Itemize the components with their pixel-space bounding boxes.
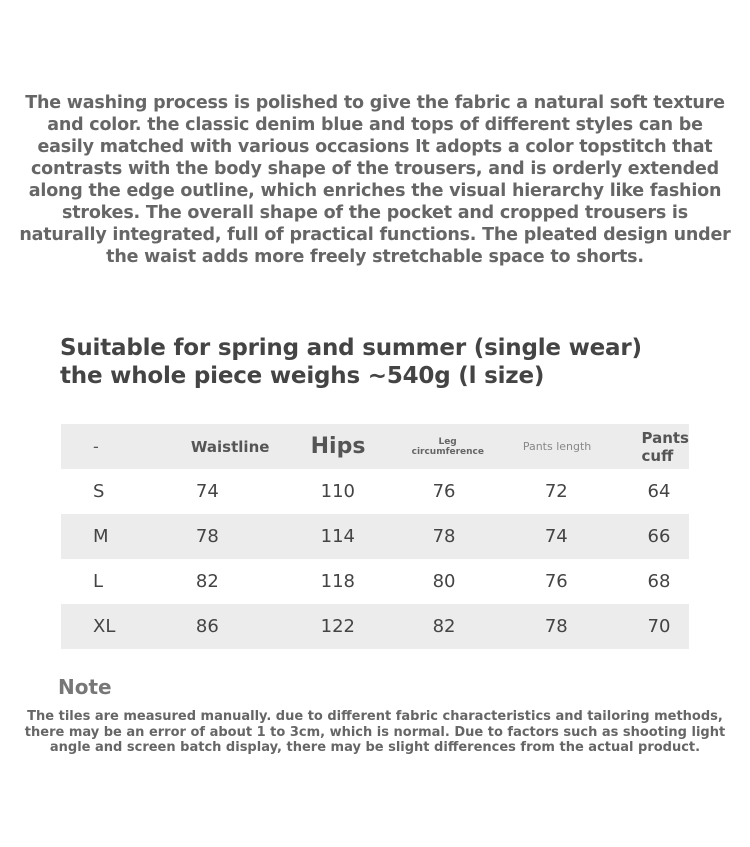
header-hips: Hips [310,434,366,459]
cell-length: 72 [544,481,568,502]
cell-hips: 110 [320,481,355,502]
cell-cuff: 68 [647,571,671,592]
cell-length: 76 [544,571,568,592]
table-header-row [61,424,689,469]
description-line: strokes. The overall shape of the pocket and cropped trousers is [62,203,688,223]
description-line: The washing process is polished to give the fabric a natural soft texture [25,93,725,113]
cell-leg: 78 [432,526,456,547]
size-chart-table [61,424,689,649]
table-row [61,514,689,559]
note-line: there may be an error of about 1 to 3cm, which is normal. Due to factors such as shooting light [24,724,726,740]
table-row [61,469,689,514]
cell-hips: 122 [320,616,355,637]
header-pants-length: Pants length [522,440,592,453]
table-row [61,604,689,649]
cell-hips: 118 [320,571,355,592]
note-line: angle and screen batch display, there may be slight differences from the actual product. [49,740,701,755]
description-line: along the edge outline, which enriches the visual hierarchy like fashion [28,181,722,201]
cell-leg: 82 [432,616,456,637]
note-text [14,709,736,756]
note-heading: Note [58,675,112,699]
cell-cuff: 64 [647,481,671,502]
header-waistline: Waistline [190,437,270,456]
description-line: naturally integrated, full of practical functions. The pleated design under [19,225,731,245]
product-description [14,92,736,268]
cell-leg: 80 [432,571,456,592]
header-leg-circumference [410,424,523,469]
note-line: The tiles are measured manually. due to different fabric characteristics and tailoring methods, [27,709,723,724]
season-weight-headline [60,334,642,390]
cell-hips: 114 [320,526,355,547]
cell-cuff: 70 [647,616,671,637]
cell-waistline: 74 [195,481,219,502]
header-pants-cuff: Pants cuff [641,428,689,465]
table-row [61,559,689,604]
cell-leg: 76 [432,481,456,502]
header-leg-line2: circumference [411,446,484,457]
cell-waistline: 78 [195,526,219,547]
cell-size: L [93,571,104,592]
cell-waistline: 82 [195,571,219,592]
headline-line-1: Suitable for spring and summer (single wear) [60,335,642,361]
cell-size: S [93,481,105,502]
description-line: and color. the classic denim blue and tops of different styles can be [47,115,703,135]
cell-length: 74 [544,526,568,547]
header-leg-line1: Leg [438,436,457,447]
description-line: contrasts with the body shape of the trousers, and is orderly extended [31,159,719,179]
cell-size: XL [93,616,116,637]
cell-waistline: 86 [195,616,219,637]
cell-size: M [93,526,109,547]
cell-cuff: 66 [647,526,671,547]
cell-length: 78 [544,616,568,637]
header-size: - [93,437,99,456]
description-line: the waist adds more freely stretchable space to shorts. [106,247,644,267]
description-line: easily matched with various occasions It adopts a color topstitch that [37,137,713,157]
headline-line-2: the whole piece weighs ~540g (l size) [60,363,545,389]
